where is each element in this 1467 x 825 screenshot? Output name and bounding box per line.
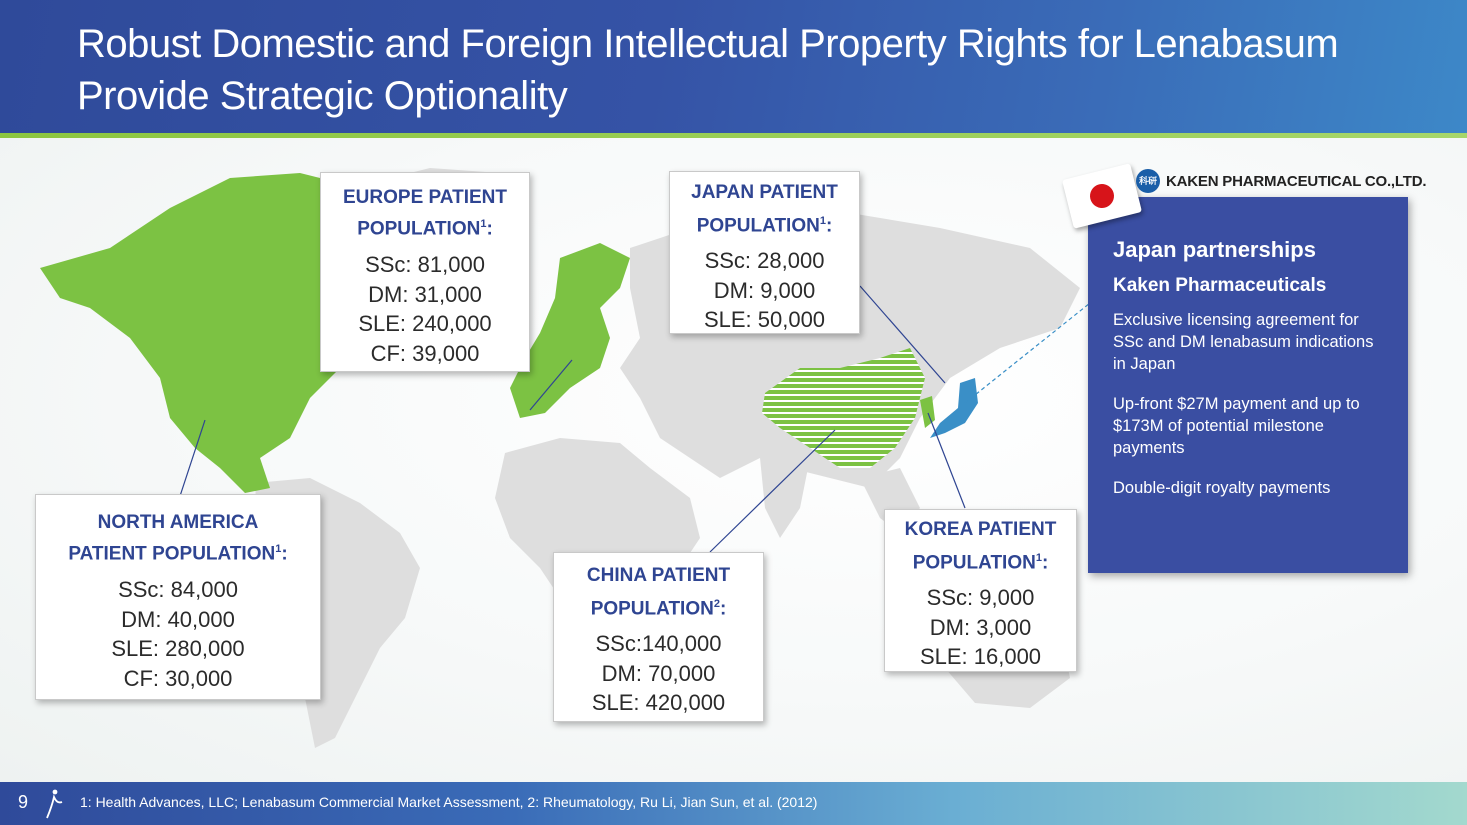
north-america-heading-text: PATIENT POPULATION bbox=[68, 543, 276, 565]
japan-heading-line2 bbox=[670, 207, 859, 240]
kaken-logo-mark: 科研 bbox=[1136, 169, 1160, 193]
company-logo-icon bbox=[44, 788, 64, 820]
china-ssc: SSc:140,000 bbox=[595, 631, 722, 657]
partner-bullet-payment: Up-front $27M payment and up to $173M of potential milestone payments bbox=[1113, 395, 1360, 457]
korea-dm: DM: 3,000 bbox=[929, 614, 1032, 640]
china-heading-colon: : bbox=[719, 598, 727, 620]
slide-title bbox=[77, 18, 1377, 122]
partner-bullet-licensing: Exclusive licensing agreement for SSc and DM lenabasum indications in Japan bbox=[1113, 311, 1374, 373]
partner-card-subtitle: Kaken Pharmaceuticals bbox=[1113, 275, 1327, 296]
japan-sle: SLE: 50,000 bbox=[703, 307, 826, 333]
europe-heading bbox=[321, 185, 529, 242]
japan-heading bbox=[670, 178, 859, 240]
page-number: 9 bbox=[18, 792, 29, 812]
europe-heading-colon: : bbox=[486, 218, 493, 240]
north-america-ssc: SSc: 84,000 bbox=[118, 577, 238, 603]
europe-sle: SLE: 240,000 bbox=[358, 311, 492, 337]
partner-card-title: Japan partnerships bbox=[1113, 237, 1316, 262]
europe-population-box bbox=[320, 172, 530, 372]
europe-dm: DM: 31,000 bbox=[368, 281, 482, 307]
north-america-cf: CF: 30,000 bbox=[123, 665, 233, 691]
korea-sle: SLE: 16,000 bbox=[919, 644, 1042, 670]
north-america-heading-line2 bbox=[36, 536, 320, 567]
europe-ssc: SSc: 81,000 bbox=[365, 252, 485, 278]
japan-heading-colon: : bbox=[825, 215, 833, 237]
korea-footnote-ref: 1 bbox=[1035, 552, 1042, 564]
north-america-values bbox=[36, 575, 320, 693]
europe-heading-line1: EUROPE PATIENT bbox=[343, 187, 507, 208]
slide-footer bbox=[0, 782, 1467, 825]
north-america-heading-colon: : bbox=[281, 543, 288, 565]
europe-heading-line2 bbox=[321, 211, 529, 242]
korea-ssc: SSc: 9,000 bbox=[926, 585, 1035, 611]
kaken-logo-name: KAKEN PHARMACEUTICAL CO.,LTD. bbox=[1166, 172, 1427, 190]
japan-population-box bbox=[669, 171, 860, 334]
north-america-sle: SLE: 280,000 bbox=[111, 636, 245, 662]
korea-heading-text: POPULATION bbox=[912, 552, 1036, 574]
japan-flag-sun bbox=[1087, 181, 1116, 210]
korea-heading-line1: KOREA PATIENT bbox=[904, 519, 1057, 540]
korea-heading bbox=[885, 515, 1076, 577]
japan-footnote-ref: 1 bbox=[819, 215, 826, 227]
north-america-population-box bbox=[35, 494, 321, 700]
china-sle: SLE: 420,000 bbox=[591, 690, 726, 716]
japan-values bbox=[670, 246, 859, 335]
japan-dm: DM: 9,000 bbox=[713, 277, 816, 303]
china-heading-line2 bbox=[554, 590, 763, 623]
japan-partnerships-card bbox=[1088, 197, 1408, 573]
china-heading-line1: CHINA PATIENT bbox=[586, 565, 731, 586]
north-america-heading-line1: NORTH AMERICA bbox=[97, 512, 259, 533]
kaken-logo bbox=[1136, 168, 1426, 194]
slide-title-line1: Robust Domestic and Foreign Intellectual Property Rights for Lenabasum bbox=[77, 22, 1339, 66]
china-values bbox=[554, 629, 763, 718]
japan-ssc: SSc: 28,000 bbox=[704, 248, 825, 274]
china-heading-text: POPULATION bbox=[590, 598, 714, 620]
korea-values bbox=[885, 583, 1076, 672]
north-america-footnote-ref: 1 bbox=[275, 543, 282, 555]
slide-title-line2: Provide Strategic Optionality bbox=[77, 74, 568, 118]
europe-footnote-ref: 1 bbox=[480, 218, 487, 230]
korea-heading-line2 bbox=[885, 544, 1076, 577]
china-dm: DM: 70,000 bbox=[601, 660, 716, 686]
footnote-references: 1: Health Advances, LLC; Lenabasum Commercial Market Assessment, 2: Rheumatology, Ru Li, Jian Sun, et al. (2012) bbox=[80, 794, 818, 810]
north-america-heading bbox=[36, 510, 320, 567]
korea-population-box bbox=[884, 509, 1077, 672]
europe-cf: CF: 39,000 bbox=[370, 340, 480, 366]
india-shape bbox=[760, 458, 810, 538]
china-population-box bbox=[553, 552, 764, 722]
north-america-dm: DM: 40,000 bbox=[121, 606, 235, 632]
europe-values bbox=[321, 250, 529, 368]
europe-heading-text: POPULATION bbox=[357, 218, 481, 240]
japan-heading-line1: JAPAN PATIENT bbox=[691, 182, 838, 203]
partner-bullet-royalty: Double-digit royalty payments bbox=[1113, 479, 1331, 497]
china-heading bbox=[554, 561, 763, 623]
china-footnote-ref: 2 bbox=[713, 598, 720, 610]
japan-heading-text: POPULATION bbox=[696, 215, 820, 237]
korea-heading-colon: : bbox=[1041, 552, 1049, 574]
